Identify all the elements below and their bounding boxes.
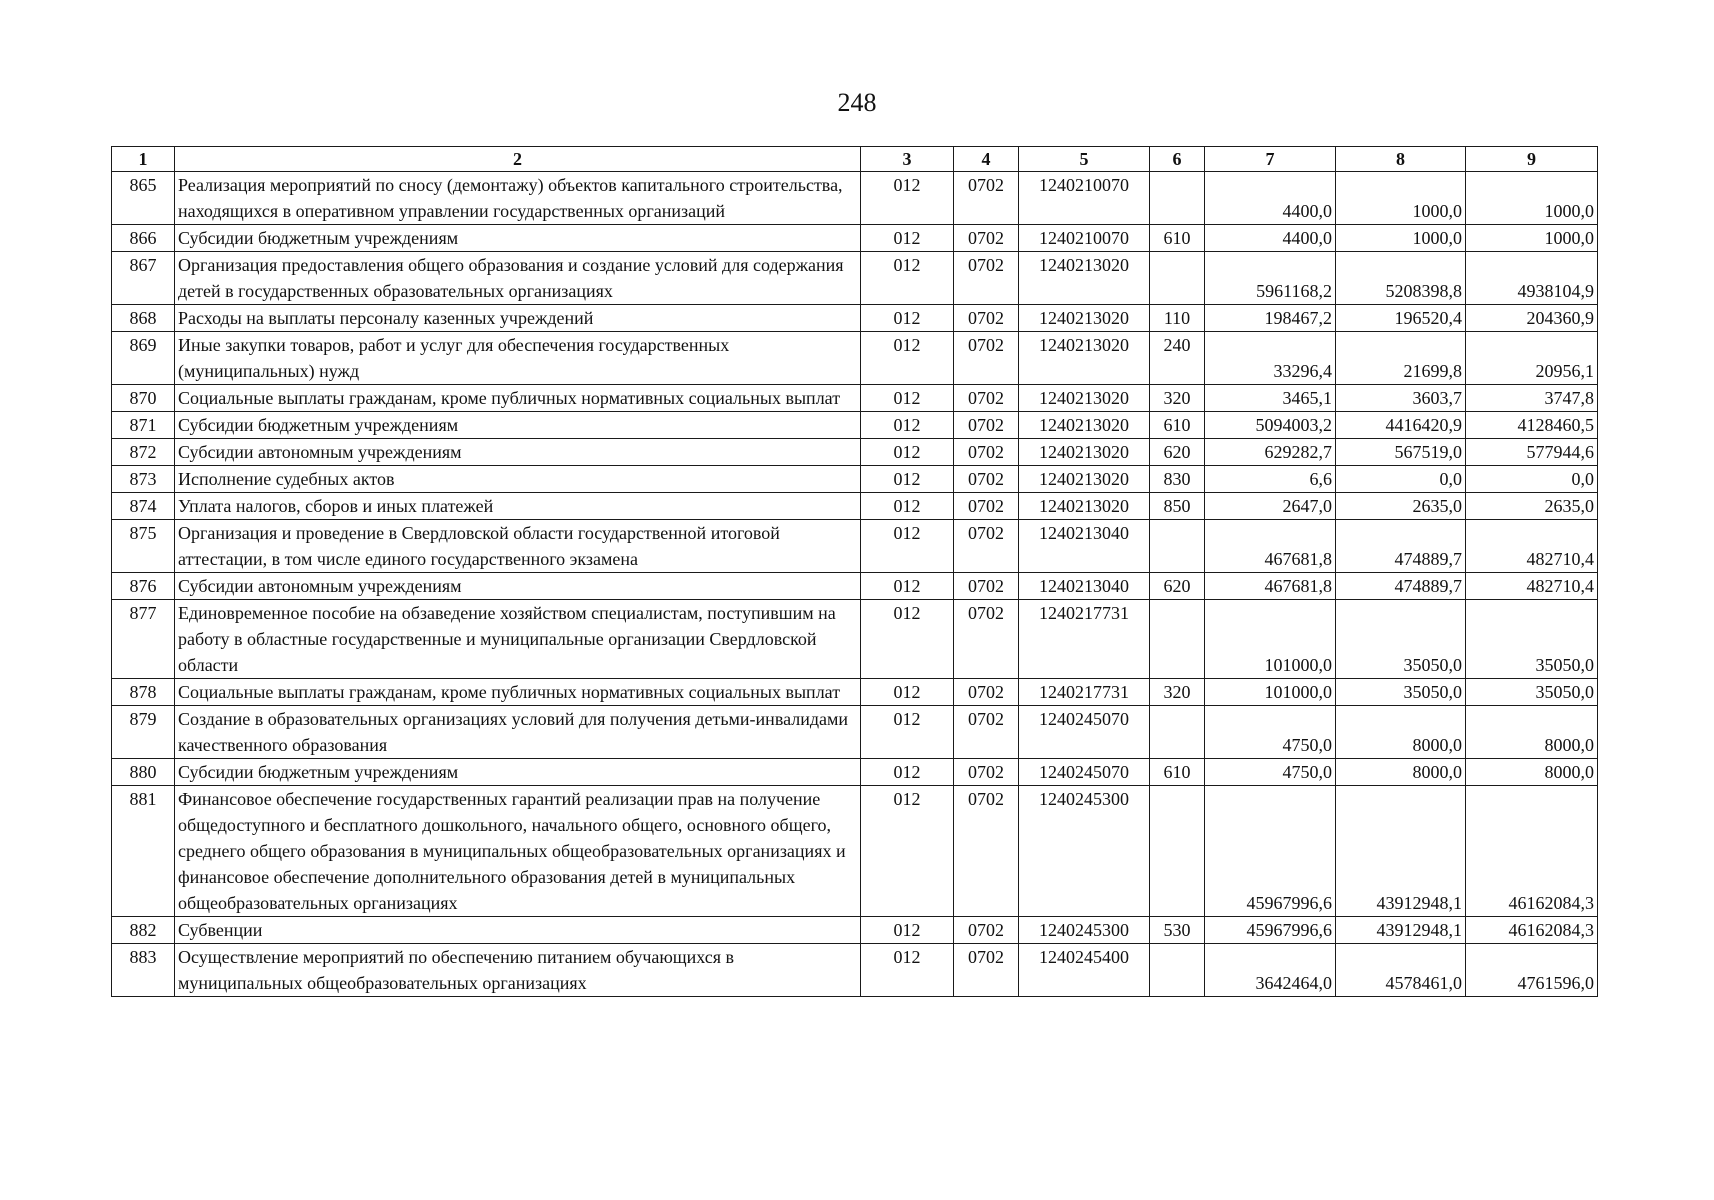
table-row [112, 917, 1598, 944]
row-target-code: 1240245300 [1019, 786, 1150, 917]
row-amount-col8: 35050,0 [1336, 600, 1466, 679]
row-number: 865 [112, 172, 175, 225]
row-number: 876 [112, 573, 175, 600]
row-amount-col9: 20956,1 [1466, 332, 1598, 385]
row-name: Иные закупки товаров, работ и услуг для обеспечения государственных (муниципальных) нужд [175, 332, 861, 385]
row-ministry-code: 012 [861, 944, 954, 997]
row-expense-type: 830 [1150, 466, 1205, 493]
row-amount-col8: 4578461,0 [1336, 944, 1466, 997]
row-amount-col9: 46162084,3 [1466, 786, 1598, 917]
row-number: 869 [112, 332, 175, 385]
row-section-code: 0702 [954, 759, 1019, 786]
row-name: Субвенции [175, 917, 861, 944]
row-amount-col8: 35050,0 [1336, 679, 1466, 706]
row-target-code: 1240210070 [1019, 225, 1150, 252]
row-amount-col7: 467681,8 [1205, 573, 1336, 600]
row-name: Субсидии бюджетным учреждениям [175, 412, 861, 439]
row-expense-type: 610 [1150, 759, 1205, 786]
row-amount-col7: 45967996,6 [1205, 917, 1336, 944]
row-amount-col9: 482710,4 [1466, 573, 1598, 600]
header-row [112, 147, 1598, 172]
row-number: 871 [112, 412, 175, 439]
row-amount-col8: 1000,0 [1336, 172, 1466, 225]
row-ministry-code: 012 [861, 305, 954, 332]
row-amount-col7: 3642464,0 [1205, 944, 1336, 997]
row-expense-type: 530 [1150, 917, 1205, 944]
row-ministry-code: 012 [861, 439, 954, 466]
row-amount-col7: 33296,4 [1205, 332, 1336, 385]
row-amount-col7: 2647,0 [1205, 493, 1336, 520]
table-row [112, 786, 1598, 917]
row-ministry-code: 012 [861, 225, 954, 252]
row-expense-type: 850 [1150, 493, 1205, 520]
row-amount-col7: 4750,0 [1205, 706, 1336, 759]
row-target-code: 1240217731 [1019, 600, 1150, 679]
row-amount-col8: 0,0 [1336, 466, 1466, 493]
row-name: Расходы на выплаты персоналу казенных учреждений [175, 305, 861, 332]
row-number: 872 [112, 439, 175, 466]
row-amount-col7: 6,6 [1205, 466, 1336, 493]
row-amount-col8: 8000,0 [1336, 759, 1466, 786]
row-section-code: 0702 [954, 305, 1019, 332]
row-name: Субсидии автономным учреждениям [175, 439, 861, 466]
row-name: Социальные выплаты гражданам, кроме публичных нормативных социальных выплат [175, 679, 861, 706]
row-amount-col8: 474889,7 [1336, 520, 1466, 573]
row-amount-col7: 4750,0 [1205, 759, 1336, 786]
table-row [112, 412, 1598, 439]
row-target-code: 1240245300 [1019, 917, 1150, 944]
row-amount-col7: 467681,8 [1205, 520, 1336, 573]
row-expense-type [1150, 786, 1205, 917]
row-amount-col9: 8000,0 [1466, 759, 1598, 786]
row-number: 874 [112, 493, 175, 520]
row-expense-type: 620 [1150, 439, 1205, 466]
row-amount-col9: 1000,0 [1466, 172, 1598, 225]
row-target-code: 1240245400 [1019, 944, 1150, 997]
row-target-code: 1240210070 [1019, 172, 1150, 225]
row-amount-col7: 3465,1 [1205, 385, 1336, 412]
row-ministry-code: 012 [861, 917, 954, 944]
row-target-code: 1240213040 [1019, 520, 1150, 573]
table-row [112, 520, 1598, 573]
header-cell-7: 7 [1205, 147, 1336, 172]
row-amount-col8: 1000,0 [1336, 225, 1466, 252]
row-expense-type: 610 [1150, 412, 1205, 439]
row-ministry-code: 012 [861, 520, 954, 573]
row-ministry-code: 012 [861, 412, 954, 439]
row-number: 866 [112, 225, 175, 252]
table-row [112, 439, 1598, 466]
table-row [112, 944, 1598, 997]
row-ministry-code: 012 [861, 600, 954, 679]
row-amount-col7: 5094003,2 [1205, 412, 1336, 439]
row-target-code: 1240213020 [1019, 493, 1150, 520]
row-target-code: 1240213040 [1019, 573, 1150, 600]
row-target-code: 1240213020 [1019, 385, 1150, 412]
row-target-code: 1240217731 [1019, 679, 1150, 706]
row-amount-col7: 629282,7 [1205, 439, 1336, 466]
table-header [112, 147, 1598, 172]
row-amount-col8: 196520,4 [1336, 305, 1466, 332]
table-row [112, 252, 1598, 305]
header-cell-8: 8 [1336, 147, 1466, 172]
row-amount-col8: 43912948,1 [1336, 917, 1466, 944]
table-row [112, 225, 1598, 252]
row-section-code: 0702 [954, 439, 1019, 466]
row-expense-type [1150, 520, 1205, 573]
row-amount-col8: 43912948,1 [1336, 786, 1466, 917]
table-row [112, 332, 1598, 385]
row-section-code: 0702 [954, 385, 1019, 412]
row-amount-col9: 1000,0 [1466, 225, 1598, 252]
row-number: 878 [112, 679, 175, 706]
row-section-code: 0702 [954, 706, 1019, 759]
row-expense-type [1150, 706, 1205, 759]
row-section-code: 0702 [954, 252, 1019, 305]
row-amount-col8: 567519,0 [1336, 439, 1466, 466]
row-amount-col9: 0,0 [1466, 466, 1598, 493]
row-amount-col8: 4416420,9 [1336, 412, 1466, 439]
table-row [112, 679, 1598, 706]
table-body [112, 172, 1598, 997]
row-target-code: 1240245070 [1019, 759, 1150, 786]
row-section-code: 0702 [954, 466, 1019, 493]
row-section-code: 0702 [954, 412, 1019, 439]
row-ministry-code: 012 [861, 385, 954, 412]
row-amount-col9: 4128460,5 [1466, 412, 1598, 439]
row-amount-col9: 8000,0 [1466, 706, 1598, 759]
row-name: Организация и проведение в Свердловской области государственной итоговой аттестации, в том числе единого государственного экзамена [175, 520, 861, 573]
row-expense-type [1150, 252, 1205, 305]
row-amount-col7: 5961168,2 [1205, 252, 1336, 305]
row-section-code: 0702 [954, 520, 1019, 573]
row-amount-col9: 35050,0 [1466, 600, 1598, 679]
table-row [112, 305, 1598, 332]
row-number: 879 [112, 706, 175, 759]
row-amount-col7: 198467,2 [1205, 305, 1336, 332]
row-amount-col9: 3747,8 [1466, 385, 1598, 412]
row-target-code: 1240213020 [1019, 252, 1150, 305]
row-name: Финансовое обеспечение государственных гарантий реализации прав на получение общедоступного и бесплатного дошкольного, начального общего, основного общего, среднего общего образования в муниципальных общеобразовательных организациях и финансовое обеспечение дополнительного образования детей в муниципальных общеобразовательных организациях [175, 786, 861, 917]
row-ministry-code: 012 [861, 706, 954, 759]
table-row [112, 385, 1598, 412]
row-number: 881 [112, 786, 175, 917]
header-cell-4: 4 [954, 147, 1019, 172]
row-number: 870 [112, 385, 175, 412]
row-name: Исполнение судебных актов [175, 466, 861, 493]
row-expense-type [1150, 944, 1205, 997]
header-cell-9: 9 [1466, 147, 1598, 172]
row-amount-col8: 3603,7 [1336, 385, 1466, 412]
budget-table [111, 146, 1598, 997]
row-ministry-code: 012 [861, 252, 954, 305]
row-expense-type [1150, 600, 1205, 679]
row-expense-type: 240 [1150, 332, 1205, 385]
row-number: 883 [112, 944, 175, 997]
row-amount-col8: 5208398,8 [1336, 252, 1466, 305]
row-section-code: 0702 [954, 573, 1019, 600]
row-amount-col9: 4761596,0 [1466, 944, 1598, 997]
row-ministry-code: 012 [861, 172, 954, 225]
row-name: Субсидии автономным учреждениям [175, 573, 861, 600]
row-number: 882 [112, 917, 175, 944]
row-ministry-code: 012 [861, 573, 954, 600]
row-ministry-code: 012 [861, 493, 954, 520]
row-name: Единовременное пособие на обзаведение хозяйством специалистам, поступившим на работу в областные государственные и муниципальные организации Свердловской области [175, 600, 861, 679]
row-ministry-code: 012 [861, 759, 954, 786]
row-amount-col7: 45967996,6 [1205, 786, 1336, 917]
row-amount-col9: 4938104,9 [1466, 252, 1598, 305]
row-ministry-code: 012 [861, 679, 954, 706]
table-row [112, 466, 1598, 493]
row-section-code: 0702 [954, 786, 1019, 917]
row-target-code: 1240245070 [1019, 706, 1150, 759]
row-name: Уплата налогов, сборов и иных платежей [175, 493, 861, 520]
row-number: 880 [112, 759, 175, 786]
row-section-code: 0702 [954, 917, 1019, 944]
row-amount-col9: 35050,0 [1466, 679, 1598, 706]
row-ministry-code: 012 [861, 466, 954, 493]
row-target-code: 1240213020 [1019, 439, 1150, 466]
row-amount-col9: 46162084,3 [1466, 917, 1598, 944]
row-target-code: 1240213020 [1019, 466, 1150, 493]
row-amount-col7: 101000,0 [1205, 679, 1336, 706]
row-name: Реализация мероприятий по сносу (демонтажу) объектов капитального строительства, находящихся в оперативном управлении государственных организаций [175, 172, 861, 225]
row-amount-col9: 577944,6 [1466, 439, 1598, 466]
row-target-code: 1240213020 [1019, 305, 1150, 332]
header-cell-1: 1 [112, 147, 175, 172]
row-ministry-code: 012 [861, 332, 954, 385]
row-target-code: 1240213020 [1019, 412, 1150, 439]
row-amount-col9: 482710,4 [1466, 520, 1598, 573]
row-section-code: 0702 [954, 679, 1019, 706]
header-cell-2: 2 [175, 147, 861, 172]
row-name: Осуществление мероприятий по обеспечению питанием обучающихся в муниципальных общеобразовательных организациях [175, 944, 861, 997]
row-name: Организация предоставления общего образования и создание условий для содержания детей в государственных образовательных организациях [175, 252, 861, 305]
header-cell-6: 6 [1150, 147, 1205, 172]
row-number: 877 [112, 600, 175, 679]
row-amount-col8: 21699,8 [1336, 332, 1466, 385]
row-name: Субсидии бюджетным учреждениям [175, 759, 861, 786]
table-row [112, 493, 1598, 520]
row-section-code: 0702 [954, 493, 1019, 520]
row-expense-type: 320 [1150, 385, 1205, 412]
row-section-code: 0702 [954, 172, 1019, 225]
row-amount-col7: 101000,0 [1205, 600, 1336, 679]
row-target-code: 1240213020 [1019, 332, 1150, 385]
row-number: 875 [112, 520, 175, 573]
row-name: Создание в образовательных организациях условий для получения детьми-инвалидами качественного образования [175, 706, 861, 759]
table-row [112, 600, 1598, 679]
row-name: Социальные выплаты гражданам, кроме публичных нормативных социальных выплат [175, 385, 861, 412]
header-cell-5: 5 [1019, 147, 1150, 172]
row-expense-type: 110 [1150, 305, 1205, 332]
row-section-code: 0702 [954, 225, 1019, 252]
row-section-code: 0702 [954, 944, 1019, 997]
page-number: 248 [837, 88, 877, 117]
row-number: 873 [112, 466, 175, 493]
header-cell-3: 3 [861, 147, 954, 172]
row-amount-col9: 204360,9 [1466, 305, 1598, 332]
row-amount-col7: 4400,0 [1205, 172, 1336, 225]
table-row [112, 172, 1598, 225]
row-expense-type: 610 [1150, 225, 1205, 252]
row-expense-type [1150, 172, 1205, 225]
row-section-code: 0702 [954, 600, 1019, 679]
row-ministry-code: 012 [861, 786, 954, 917]
row-number: 867 [112, 252, 175, 305]
row-amount-col8: 474889,7 [1336, 573, 1466, 600]
table-row [112, 573, 1598, 600]
row-expense-type: 620 [1150, 573, 1205, 600]
table-row [112, 759, 1598, 786]
row-amount-col8: 2635,0 [1336, 493, 1466, 520]
row-section-code: 0702 [954, 332, 1019, 385]
row-amount-col7: 4400,0 [1205, 225, 1336, 252]
row-expense-type: 320 [1150, 679, 1205, 706]
row-number: 868 [112, 305, 175, 332]
row-name: Субсидии бюджетным учреждениям [175, 225, 861, 252]
table-row [112, 706, 1598, 759]
row-amount-col8: 8000,0 [1336, 706, 1466, 759]
row-amount-col9: 2635,0 [1466, 493, 1598, 520]
